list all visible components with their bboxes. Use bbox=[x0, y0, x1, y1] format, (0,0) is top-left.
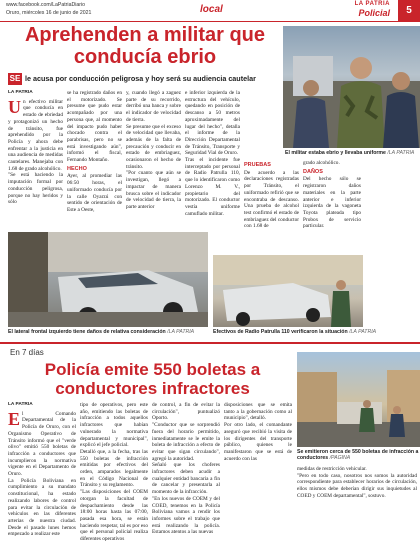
page-header bbox=[0, 0, 420, 22]
story1-column-3 bbox=[126, 90, 181, 230]
story2-headline: Policía emite 550 boletas a conductores infractores bbox=[44, 360, 261, 398]
story1-paragraph: Ayer, al promediar las 06:50 horas, el uniformado conducía por la calle Oyarzú con sentido de orientación de Este a Oeste, bbox=[67, 173, 122, 213]
story1-paragraph: y, cuando llegó a zaguez parte de su recorrido, derribó una banca y sobre el indicador de velocidad de tierra. bbox=[126, 90, 181, 123]
caption-photo-militar bbox=[285, 150, 414, 156]
story1-paragraph: grado alcohólico. bbox=[303, 160, 340, 166]
deck-tag: SE bbox=[9, 74, 21, 83]
page-number: 5 bbox=[398, 0, 420, 22]
story1-paragraph: Tras el incidente fue interceptado por personal de Radio Patrulla 110, que lo identificaron como Lorenzo M. V., propietario del motorizado. El conductor vestía uniforme camuflado militar. bbox=[185, 157, 240, 217]
edition-date: Oruro, miércoles 16 de junio de 2021 bbox=[6, 10, 92, 16]
story2-paragraph: de control, a fin de evitar la circulación", puntualizó Oporto. bbox=[152, 402, 220, 422]
photo-car-left bbox=[8, 232, 208, 327]
story1-byline: LA PATRIA bbox=[8, 90, 33, 95]
photo-traffic-image bbox=[297, 352, 420, 447]
story1-paragraph: "Por cuanto que aún se investigan, llegó a impactar de manera brusca sobre el indicador de velocidad de tierra, la parte anterior bbox=[126, 170, 181, 210]
caption-photo-traffic bbox=[297, 449, 420, 461]
story2-paragraph: Detalló que, a la fecha, tras las 550 boletas de infracción emitidas por efectivos del orden, amparados legalmente en el Código Nacional de Tránsito y su reglamento. bbox=[80, 448, 148, 489]
story1-paragraph: n efectivo militar que conducía en estado de ebriedad y protagonizó un hecho de tránsito, fue aprehendido por la Policía y ahora debe enfrentar a la justicia en una audiencia de medidas cautelares. Manejaba con 1.68 de grado alcohólico. bbox=[8, 98, 63, 172]
story1-subhead-hecho: HECHO bbox=[67, 165, 87, 172]
story2-byline: LA PATRIA bbox=[8, 402, 33, 407]
story1-column-5 bbox=[244, 160, 299, 250]
photo-police-image bbox=[213, 255, 363, 327]
story1-subhead-pruebas: PRUEBAS bbox=[244, 162, 271, 168]
story2-paragraph: Señaló que los choferes infractores deben acudir a cualquier entidad bancaria a fin de cancelar y presentarla al momento de la infracción. bbox=[152, 462, 220, 496]
story2-paragraph: La Policía Boliviana en cumplimiento a su mandato constitucional, ha estado realizando labores de control para evitar la circulación de vehículos en las diferentes arterias de nuestra ciudad. Desde el pasado lunes hemos empezado a realizar este bbox=[8, 477, 76, 538]
photo-militar-image bbox=[283, 26, 420, 148]
story2-dropcap: E bbox=[8, 408, 21, 429]
story2-kicker: En 7 días bbox=[10, 348, 44, 357]
facebook-url: www.facebook.com/LaPatriaDiario bbox=[6, 2, 85, 8]
story1-paragraph: Del hecho sólo se registraron daños materiales en la parte anterior e inferior izquierda de la vagoneta Toyota plateada tipo Probox de servicio particular. bbox=[303, 176, 361, 230]
story2-paragraph: disposiciones que se emita tanto a la gobernación como al municipio", detalló. bbox=[224, 402, 292, 422]
story1-paragraph: se ha registrado daños en el motorizado. Se presume que pudo estar acompañado por una persona que, al momento del impacto pudo haber chocado contra el parabrisas, pero no se está investigando aún", informó el fiscal, Fernando Montaño. bbox=[67, 90, 122, 164]
story2-paragraph: l Comando Departamental de la Policía de Oruro, con el Organismo Operativo de Tránsito informó que el "verde olivo" emitió 550 boletas de infracción a conductores que incumplieron la normativa vigente en el Departamento de Oruro. bbox=[8, 410, 76, 478]
section-logo: Policial bbox=[358, 8, 390, 18]
section-label: local bbox=[200, 4, 223, 15]
story1-paragraph: De acuerdo a las declaraciones registradas por Tránsito, el uniformado refirió que se encontraba de descanso. Una prueba de alcohol test confirmó el estado de embriaguez del conductor con 1.68 de bbox=[244, 169, 300, 230]
story1-headline: Aprehenden a militar que conducía ebrio bbox=[24, 24, 266, 68]
story1-paragraph: Se presume que el exceso de velocidad que llevaba, además de la falta de precaución y conducir en estado de embriaguez, ocasionaron el hecho de tránsito. bbox=[126, 123, 181, 170]
story2-column-3 bbox=[152, 402, 220, 536]
caption-text: Efectivos de Radio Patrulla 110 verificaron la situación bbox=[213, 329, 348, 335]
story1-paragraph: e inferior izquierda de la estructura del vehículo, quedando en posición de descanso a 50 metros aproximadamente del lugar del hecho", detalla el informe de la Dirección Departamental de Tránsito, Transporte y Seguridad Vial de Oruro. bbox=[185, 90, 240, 157]
caption-credit: /LA PATRIA bbox=[167, 329, 195, 335]
story2-column-5 bbox=[297, 466, 417, 532]
photo-car-left-image bbox=[8, 232, 208, 327]
photo-police bbox=[213, 255, 363, 327]
story1-column-1 bbox=[8, 90, 63, 230]
caption-photo-car-left bbox=[8, 329, 194, 335]
photo-militar bbox=[283, 26, 420, 148]
section-divider bbox=[0, 342, 420, 344]
caption-credit: /LA PATRIA bbox=[387, 150, 415, 156]
story2-column-4 bbox=[224, 402, 292, 532]
caption-credit: /LA PATRIA bbox=[349, 329, 377, 335]
caption-text: El militar estaba ebrio y llevaba uniforme bbox=[285, 150, 386, 156]
story2-paragraph: "Pero en todo caso, nosotros nos somos la autoridad correspondiente para establecer horarios de circulación, ellos mismos debe deberían dirigir sus inquietudes al COED y COEM departamental", sostuvo. bbox=[297, 472, 417, 499]
story2-column-1 bbox=[8, 402, 76, 538]
caption-text: Se emitieron cerca de 550 boletas de infracción a conductores bbox=[297, 449, 419, 461]
story1-column-2 bbox=[67, 90, 122, 230]
story2-paragraph: "En los nuevos de COEM y del COED, tenemos en la Policía Boliviana vamos a rendir los informes sobre el trabajo que está realizando la policía. Estamos atentos a las nuevas bbox=[152, 495, 220, 536]
caption-photo-police bbox=[213, 329, 376, 335]
story2-paragraph: medidas de restricción vehicular. bbox=[297, 466, 367, 472]
story1-deck bbox=[8, 73, 283, 85]
photo-traffic bbox=[297, 352, 420, 447]
story1-paragraph: "Se está haciendo la imputación formal por conducción peligrosa, porque no hay heridos y sólo bbox=[8, 172, 63, 206]
story2-column-2 bbox=[80, 402, 148, 543]
story2-paragraph: "Conductor que se sorprendió fuera del horario permitido, inmediatamente se le emite la boleta de infracción a efecto de evitar que sigan circulando", agregó la autoridad. bbox=[152, 422, 220, 462]
story1-dropcap: U bbox=[8, 96, 21, 117]
story2-paragraph: tipo de operativos, pero este año, emitiendo las boletas de infracción a todos aquellos infractores que habían vulnerado la normativa departamental y municipal", explicó el jefe policial. bbox=[80, 402, 148, 449]
story2-paragraph: Por otro lado, el comandante aseguró que recibió la visita de los dirigentes del transporte público, quienes le manifestaron que se está de acuerdo con las bbox=[224, 422, 292, 462]
story1-column-6 bbox=[303, 160, 361, 250]
story1-subhead-danos: DAÑOS bbox=[303, 168, 323, 175]
story1-column-4 bbox=[185, 90, 240, 230]
story2-paragraph: "Las disposiciones del COEM otorgan la facultad de despachamiento desde las 18:00 horas hasta las 07:00, pasada esa hora, se están haciendo respetar, tal es por eso que el personal policial realiza diferentes operativos bbox=[80, 489, 148, 543]
caption-text: El lateral frontal izquierdo tiene daños de relativa consideración bbox=[8, 329, 166, 335]
caption-credit: /PAGINA bbox=[329, 455, 351, 461]
deck-text: le acusa por conducción peligrosa y hoy será su audiencia cautelar bbox=[25, 74, 256, 83]
newspaper-logo-top: LA PATRIA bbox=[354, 1, 390, 7]
